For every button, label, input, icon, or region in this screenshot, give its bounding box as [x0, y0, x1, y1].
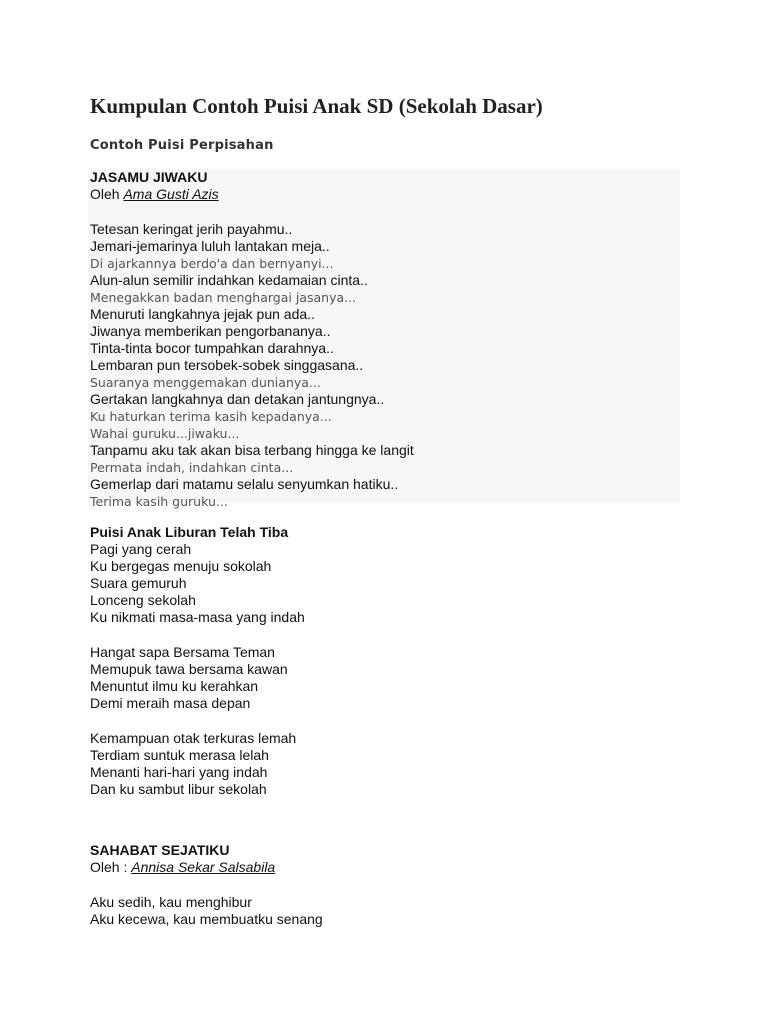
stanza-gap [90, 626, 305, 644]
poem-line: Ku nikmati masa-masa yang indah [90, 609, 305, 625]
poem-line: Suaranya menggemakan dunianya... [90, 375, 321, 390]
poem-line: Tetesan keringat jerih payahmu.. [90, 221, 293, 237]
author-prefix: Oleh [90, 186, 124, 202]
stanza-gap [90, 203, 414, 221]
poem-line: Jiwanya memberikan pengorbananya.. [90, 323, 331, 339]
poem-line: Dan ku sambut libur sekolah [90, 781, 267, 797]
poem-line: Lembaran pun tersobek-sobek singgasana.. [90, 357, 364, 373]
stanza-gap [90, 876, 323, 894]
author-prefix: Oleh : [90, 859, 132, 875]
poem-line: Ku haturkan terima kasih kepadanya... [90, 409, 332, 424]
poem-author-line [90, 859, 323, 876]
poem-line: Menanti hari-hari yang indah [90, 764, 268, 780]
poem-title: JASAMU JIWAKU [90, 169, 208, 185]
poem-line: Gemerlap dari matamu selalu senyumkan hatiku.. [90, 476, 399, 492]
poem-line: Jemari-jemarinya luluh lantakan meja.. [90, 238, 330, 254]
poem-line: Kemampuan otak terkuras lemah [90, 730, 297, 746]
poem-line: Gertakan langkahnya dan detakan jantungnya.. [90, 391, 385, 407]
page-title: Kumpulan Contoh Puisi Anak SD (Sekolah Dasar) [90, 94, 543, 118]
poem-line: Tinta-tinta bocor tumpahkan darahnya.. [90, 340, 334, 356]
poem-line: Wahai guruku...jiwaku... [90, 426, 240, 441]
poem-line: Menuntut ilmu ku kerahkan [90, 678, 259, 694]
poem-line: Menegakkan badan menghargai jasanya... [90, 290, 357, 305]
author-link[interactable]: Annisa Sekar Salsabila [131, 859, 276, 875]
poem-jasamu-jiwaku [90, 169, 414, 510]
poem-line: Hangat sapa Bersama Teman [90, 644, 275, 660]
poem-line: Aku kecewa, kau membuatku senang [90, 911, 323, 927]
poem-line: Di ajarkannya berdo'a dan bernyanyi... [90, 256, 334, 271]
poem-liburan-telah-tiba [90, 524, 305, 798]
section-title: Contoh Puisi Perpisahan [90, 138, 274, 153]
poem-line: Pagi yang cerah [90, 541, 192, 557]
poem-title: Puisi Anak Liburan Telah Tiba [90, 524, 289, 540]
poem-line: Lonceng sekolah [90, 592, 196, 608]
poem-title: SAHABAT SEJATIKU [90, 842, 230, 858]
author-link[interactable]: Ama Gusti Azis [123, 186, 219, 202]
poem-line: Suara gemuruh [90, 575, 187, 591]
poem-author-line [90, 186, 414, 203]
poem-line: Terima kasih guruku... [90, 494, 228, 509]
poem-sahabat-sejatiku [90, 842, 323, 928]
stanza-gap [90, 712, 305, 730]
poem-line: Memupuk tawa bersama kawan [90, 661, 288, 677]
poem-line: Tanpamu aku tak akan bisa terbang hingga ke langit [90, 442, 414, 458]
poem-line: Permata indah, indahkan cinta... [90, 460, 294, 475]
poem-line: Terdiam suntuk merasa lelah [90, 747, 269, 763]
poem-line: Demi meraih masa depan [90, 695, 251, 711]
poem-line: Aku sedih, kau menghibur [90, 894, 252, 910]
poem-line: Alun-alun semilir indahkan kedamaian cinta.. [90, 272, 368, 288]
poem-line: Ku bergegas menuju sokolah [90, 558, 272, 574]
poem-line: Menuruti langkahnya jejak pun ada.. [90, 306, 315, 322]
